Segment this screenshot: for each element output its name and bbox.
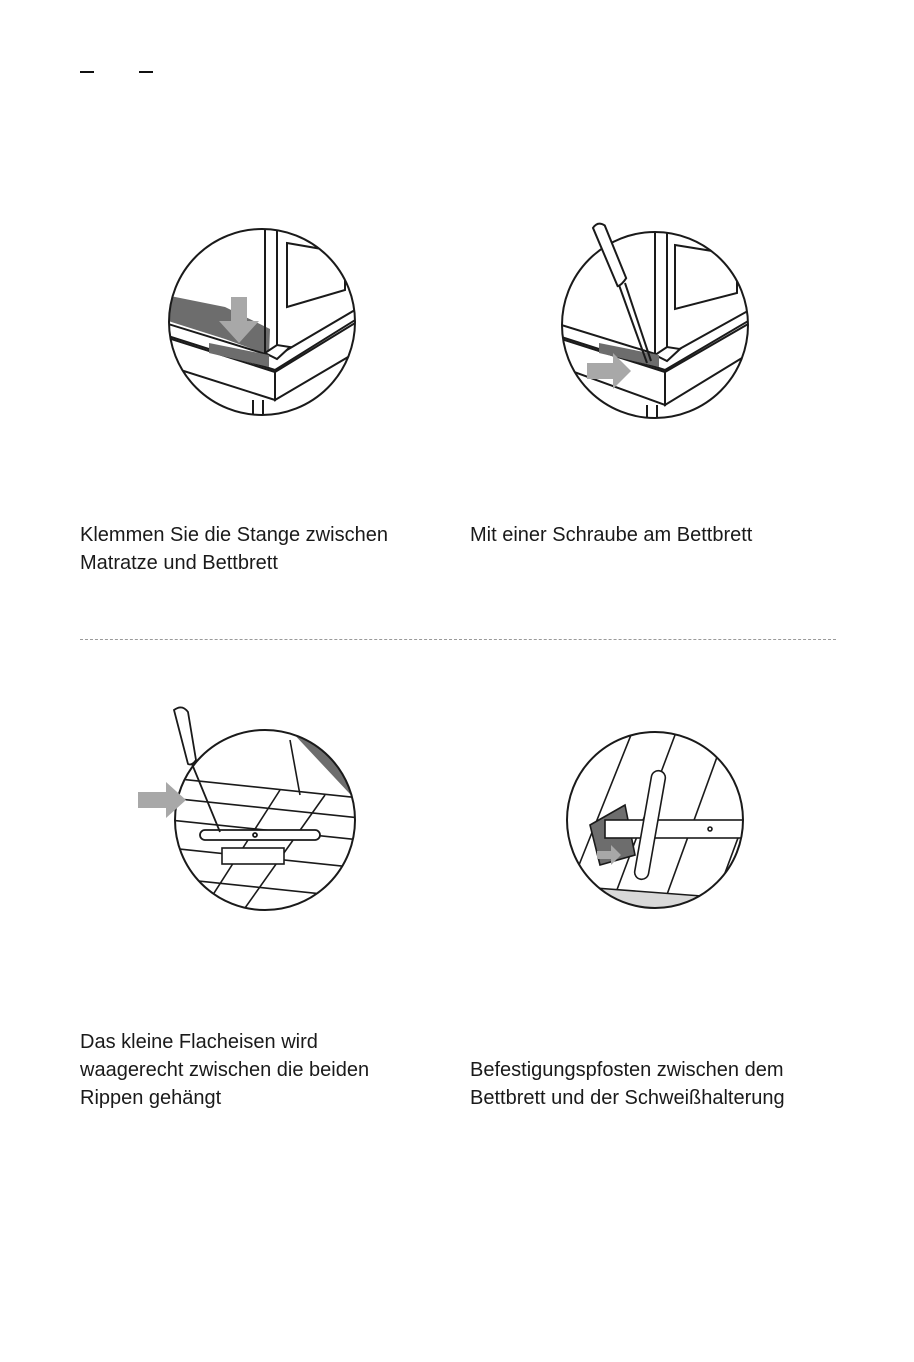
caption-line: Mit einer Schraube am Bettbrett	[470, 524, 753, 546]
header-dash-left	[80, 71, 94, 73]
step-caption-1	[80, 521, 388, 577]
clamp-rail-icon	[165, 225, 360, 420]
caption-line: Rippen gehängt	[80, 1087, 222, 1109]
caption-line: Das kleine Flacheisen wird	[80, 1031, 318, 1053]
step-caption-3	[80, 1028, 369, 1112]
header-dash-right	[139, 71, 153, 73]
flat-iron-slats-icon	[130, 700, 365, 915]
caption-line: waagerecht zwischen die beiden	[80, 1059, 370, 1081]
screw-rail-icon	[555, 215, 755, 425]
caption-line: Matratze und Bettbrett	[80, 552, 278, 574]
mounting-post-icon	[555, 725, 755, 915]
caption-line: Klemmen Sie die Stange zwischen	[80, 524, 388, 546]
step-caption-2	[470, 521, 752, 549]
caption-line: Befestigungspfosten zwischen dem	[470, 1059, 784, 1081]
caption-line: Bettbrett und der Schweißhalterung	[470, 1087, 785, 1109]
step-caption-4	[470, 1056, 785, 1112]
section-divider	[80, 639, 836, 640]
